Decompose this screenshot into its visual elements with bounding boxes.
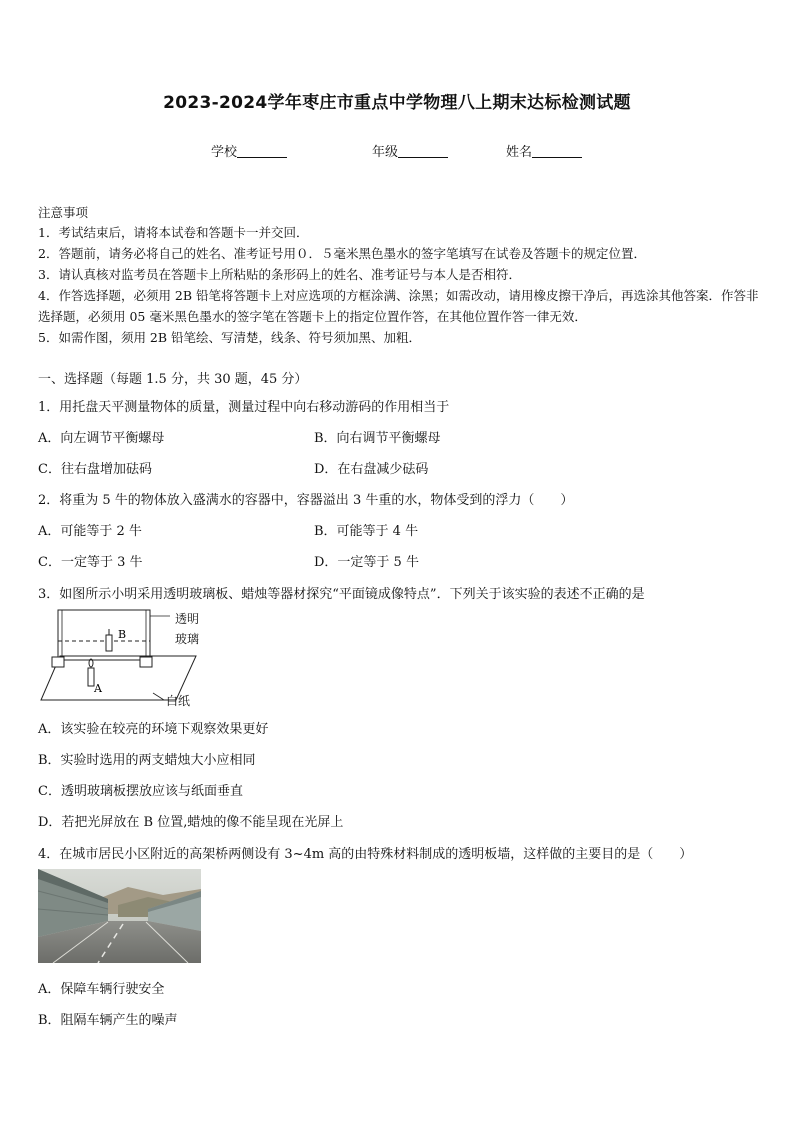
- option-1d[interactable]: D．在右盘减少砝码: [314, 462, 429, 477]
- grade-field[interactable]: [372, 141, 448, 160]
- mirror-experiment-figure: [38, 605, 238, 710]
- candle-a-label: A: [94, 682, 102, 695]
- notice-heading: 注意事项: [38, 205, 89, 220]
- notice-item: 5．如需作图，须用 2B 铅笔绘、写清楚，线条、符号须加黑、加粗．: [38, 330, 422, 345]
- option-1a[interactable]: A．向左调节平衡螺母: [38, 431, 165, 446]
- grade-label: 年级: [372, 145, 399, 160]
- option-3c[interactable]: C．透明玻璃板摆放应该与纸面垂直: [38, 784, 243, 799]
- name-blank[interactable]: [532, 144, 582, 158]
- question-4-stem: 4．在城市居民小区附近的高架桥两侧设有 3~4m 高的由特殊材料制成的透明板墙，这样做的主要目的是（ ）: [38, 847, 693, 862]
- school-label: 学校: [211, 145, 238, 160]
- glass-label-line2: 玻璃: [175, 632, 200, 646]
- candle-b-shape: [106, 635, 112, 651]
- question-3-stem: 3．如图所示小明采用透明玻璃板、蜡烛等器材探究“平面镜成像特点”．下列关于该实验的表述不正确的是: [38, 587, 645, 602]
- section-heading: 一、选择题（每题 1.5 分，共 30 题，45 分）: [38, 372, 308, 387]
- option-2c[interactable]: C．一定等于 3 牛: [38, 555, 143, 570]
- option-1c[interactable]: C．往右盘增加砝码: [38, 462, 152, 477]
- question-1-stem: 1．用托盘天平测量物体的质量，测量过程中向右移动游码的作用相当于: [38, 400, 450, 415]
- notice-item: 2．答题前，请务必将自己的姓名、准考证号用０．５毫米黑色墨水的签字笔填写在试卷及答题卡的规定位置．: [38, 246, 646, 261]
- name-label: 姓名: [506, 145, 533, 160]
- paper-label: 白纸: [166, 694, 191, 708]
- page-title: 2023-2024学年枣庄市重点中学物理八上期末达标检测试题: [163, 93, 631, 113]
- school-field[interactable]: [211, 141, 287, 160]
- highway-noise-barrier-photo: [38, 869, 201, 963]
- question-2-stem: 2．将重为 5 牛的物体放入盛满水的容器中，容器溢出 3 牛重的水，物体受到的浮力（ ）: [38, 493, 574, 508]
- option-4b[interactable]: B．阻隔车辆产生的噪声: [38, 1013, 178, 1028]
- name-field[interactable]: [506, 141, 582, 160]
- option-3d[interactable]: D．若把光屏放在 B 位置,蜡烛的像不能呈现在光屏上: [38, 815, 344, 830]
- notice-item: 1．考试结束后，请将本试卷和答题卡一并交回．: [38, 225, 309, 240]
- option-2b[interactable]: B．可能等于 4 牛: [314, 524, 419, 539]
- school-blank[interactable]: [237, 144, 287, 158]
- candle-b-label: B: [118, 628, 127, 641]
- option-3b[interactable]: B．实验时选用的两支蜡烛大小应相同: [38, 753, 256, 768]
- option-3a[interactable]: A．该实验在较亮的环境下观察效果更好: [38, 722, 269, 737]
- grade-blank[interactable]: [398, 144, 448, 158]
- option-2a[interactable]: A．可能等于 2 牛: [38, 524, 142, 539]
- option-4a[interactable]: A．保障车辆行驶安全: [38, 982, 165, 997]
- option-2d[interactable]: D．一定等于 5 牛: [314, 555, 419, 570]
- glass-label-line1: 透明: [175, 612, 200, 626]
- notice-item: 4．作答选择题，必须用 2B 铅笔将答题卡上对应选项的方框涂满、涂黑；如需改动，请用橡皮擦干净后，再选涂其他答案．作答非选择题，必须用 05 毫米黑色墨水的签字笔在答题卡上的指定位置作答，在其他位置作答一律无效．: [38, 288, 759, 324]
- option-1b[interactable]: B．向右调节平衡螺母: [314, 431, 441, 446]
- glass-plate-shape: [58, 610, 150, 660]
- notice-item: 3．请认真核对监考员在答题卡上所粘贴的条形码上的姓名、准考证号与本人是否相符．: [38, 267, 521, 282]
